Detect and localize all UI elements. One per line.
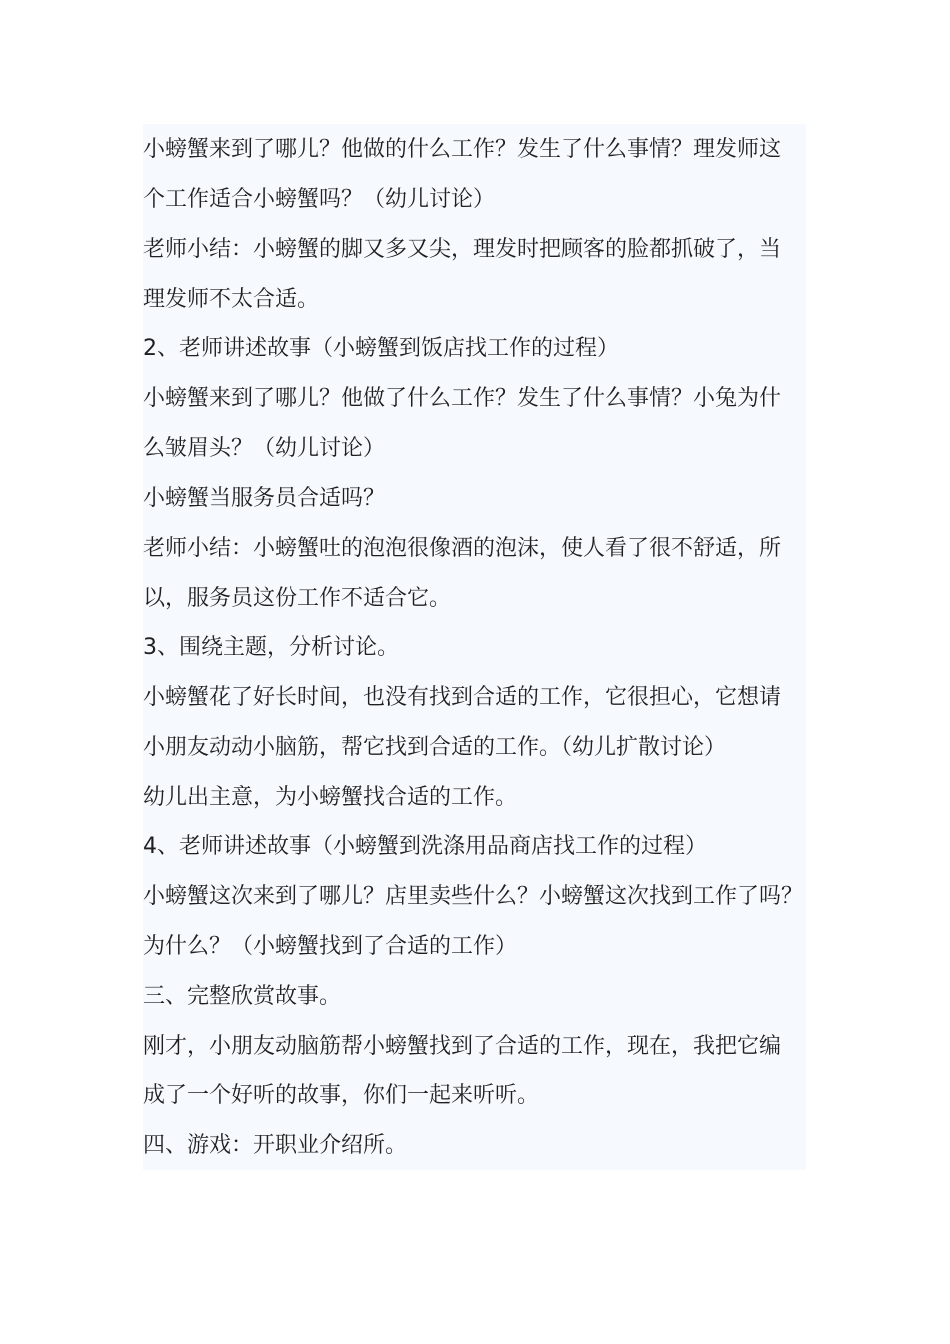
- text-line: 小螃蟹来到了哪儿？他做了什么工作？发生了什么事情？小兔为什: [143, 386, 782, 411]
- text-line: 么皱眉头？（幼儿讨论）: [143, 436, 386, 461]
- section-heading: 4、老师讲述故事（小螃蟹到洗涤用品商店找工作的过程）: [143, 834, 707, 859]
- text-line: 刚才，小朋友动脑筋帮小螃蟹找到了合适的工作，现在，我把它编: [143, 1034, 782, 1059]
- text-line: 为什么？（小螃蟹找到了合适的工作）: [143, 934, 518, 959]
- text-line: 理发师不太合适。: [143, 287, 320, 312]
- text-line: 小朋友动动小脑筋，帮它找到合适的工作。（幼儿扩散讨论）: [143, 735, 727, 760]
- text-line: 个工作适合小螃蟹吗？（幼儿讨论）: [143, 187, 496, 212]
- text-line: 以，服务员这份工作不适合它。: [143, 586, 452, 611]
- text-line: 小螃蟹这次来到了哪儿？店里卖些什么？小螃蟹这次找到工作了吗？: [143, 884, 804, 909]
- section-heading: 四、游戏：开职业介绍所。: [143, 1133, 408, 1158]
- section-heading: 3、围绕主题，分析讨论。: [143, 635, 399, 660]
- text-line: 小螃蟹花了好长时间，也没有找到合适的工作，它很担心，它想请: [143, 685, 782, 710]
- section-heading: 2、老师讲述故事（小螃蟹到饭店找工作的过程）: [143, 336, 619, 361]
- text-line: 小螃蟹来到了哪儿？他做的什么工作？发生了什么事情？理发师这: [143, 137, 782, 162]
- text-line: 老师小结：小螃蟹吐的泡泡很像酒的泡沫，使人看了很不舒适，所: [143, 536, 782, 561]
- text-line: 幼儿出主意，为小螃蟹找合适的工作。: [143, 785, 518, 810]
- text-line: 老师小结：小螃蟹的脚又多又尖，理发时把顾客的脸都抓破了，当: [143, 237, 782, 262]
- section-heading: 三、完整欣赏故事。: [143, 984, 342, 1009]
- text-line: 小螃蟹当服务员合适吗？: [143, 486, 386, 511]
- text-line: 成了一个好听的故事，你们一起来听听。: [143, 1083, 540, 1108]
- document-text-block: [143, 124, 806, 1170]
